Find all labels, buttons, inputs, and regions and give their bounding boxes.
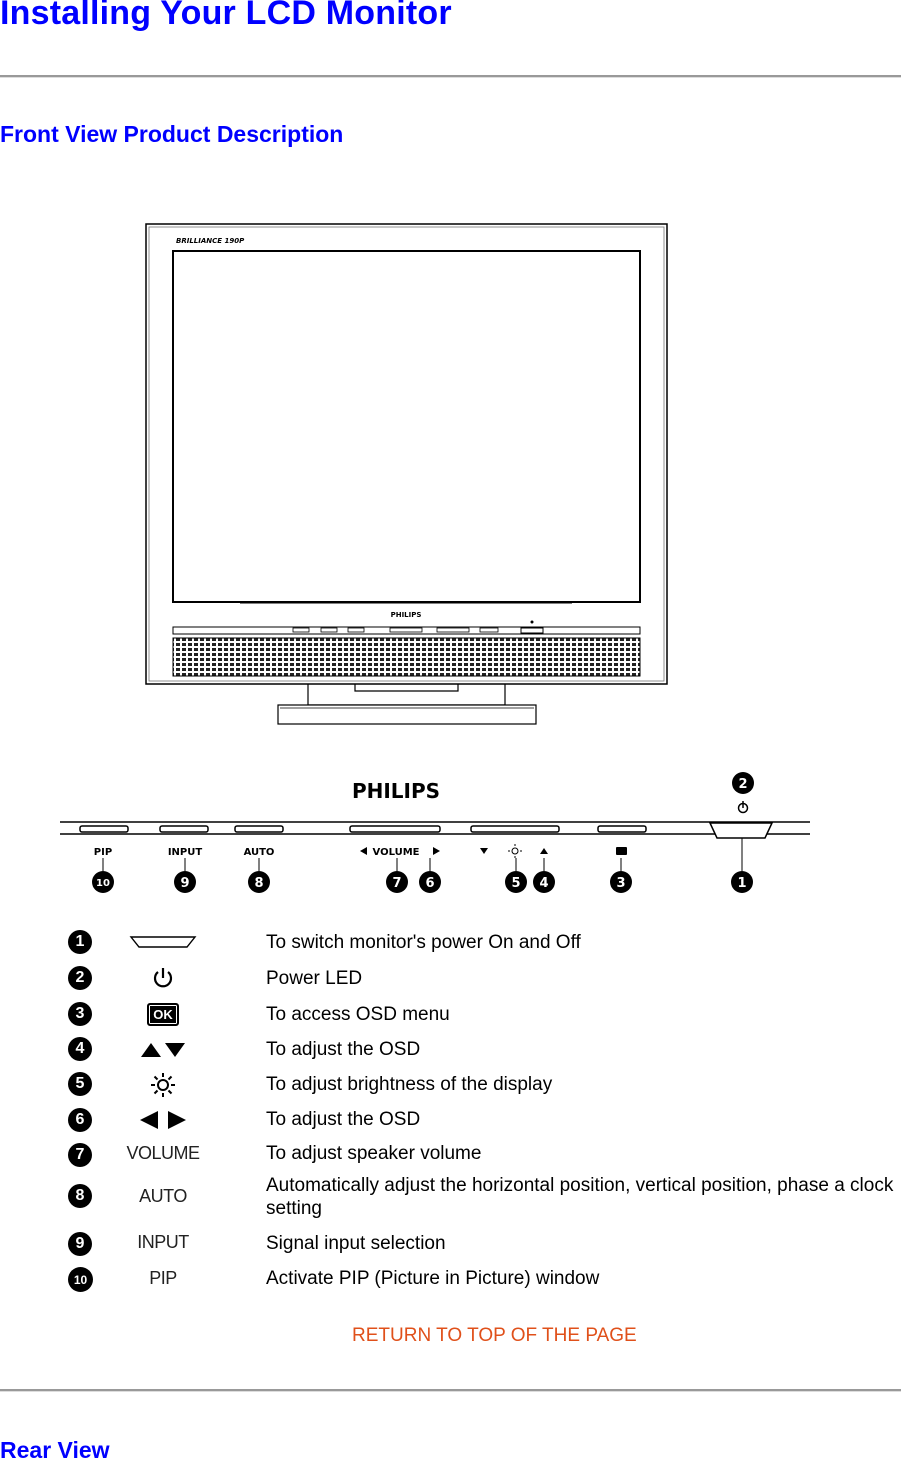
panel-brand: PHILIPS xyxy=(351,779,441,803)
brightness-button xyxy=(471,826,559,832)
number-badge: 4 xyxy=(68,1037,92,1061)
number-badge: 5 xyxy=(68,1072,92,1096)
divider xyxy=(0,1389,901,1392)
number-badge: 7 xyxy=(68,1143,92,1167)
control-description: To access OSD menu xyxy=(266,1004,450,1025)
number-badge: 6 xyxy=(68,1108,92,1132)
control-description: Activate PIP (Picture in Picture) window xyxy=(266,1268,600,1289)
auto-label: AUTO xyxy=(243,847,275,858)
control-description: To adjust the OSD xyxy=(266,1039,421,1060)
brightness-icon xyxy=(108,1071,218,1099)
left-right-arrows-icon xyxy=(108,1108,218,1132)
callout-2: 2 xyxy=(738,777,748,792)
auto-button xyxy=(235,826,283,832)
pip-label: PIP xyxy=(93,847,113,858)
number-badge: 8 xyxy=(68,1184,92,1208)
power-button-icon xyxy=(108,930,218,954)
power-button xyxy=(710,823,772,838)
number-badge: 10 xyxy=(68,1267,93,1292)
pip-button xyxy=(80,826,128,832)
callout-8: 8 xyxy=(254,876,264,891)
ok-icon: OK xyxy=(147,1003,179,1026)
right-arrow-icon xyxy=(433,847,440,855)
control-panel-illustration xyxy=(60,768,820,898)
down-arrow-icon xyxy=(480,848,488,854)
number-badge: 2 xyxy=(68,966,92,990)
control-description: To switch monitor's power On and Off xyxy=(266,932,581,953)
page-title: Installing Your LCD Monitor xyxy=(0,0,452,32)
up-down-arrows-icon xyxy=(108,1038,218,1062)
callout-5: 5 xyxy=(511,876,521,891)
control-description: To adjust the OSD xyxy=(266,1109,421,1130)
input-button xyxy=(160,826,208,832)
control-description: To adjust speaker volume xyxy=(266,1143,482,1164)
control-description: Signal input selection xyxy=(266,1233,446,1254)
callout-9: 9 xyxy=(180,876,190,891)
volume-label-icon: VOLUME xyxy=(126,1142,200,1163)
number-badge: 9 xyxy=(68,1232,92,1256)
monitor-front-illustration xyxy=(140,218,675,730)
rear-view-heading: Rear View xyxy=(0,1437,110,1463)
input-label: INPUT xyxy=(167,847,203,858)
ok-button xyxy=(598,826,646,832)
callout-3: 3 xyxy=(616,876,626,891)
volume-label: VOLUME xyxy=(372,847,420,858)
control-description: To adjust brightness of the display xyxy=(266,1074,553,1095)
callout-6: 6 xyxy=(425,876,435,891)
callout-4: 4 xyxy=(539,876,549,891)
callout-7: 7 xyxy=(392,876,402,891)
front-view-heading: Front View Product Description xyxy=(0,121,344,147)
control-description: Power LED xyxy=(266,968,363,989)
power-led-icon xyxy=(108,964,218,992)
control-description: Automatically adjust the horizontal position, vertical position, phase a clock setting xyxy=(266,1175,894,1219)
return-to-top-link[interactable]: RETURN TO TOP OF THE PAGE xyxy=(352,1325,637,1346)
up-arrow-icon xyxy=(540,848,548,854)
sun-icon xyxy=(508,844,522,858)
number-badge: 3 xyxy=(68,1002,92,1026)
ok-small-icon xyxy=(616,847,627,855)
model-logo: BRILLIANCE 190P xyxy=(176,237,245,245)
number-badge: 1 xyxy=(68,930,92,954)
auto-label-icon: AUTO xyxy=(139,1185,187,1206)
volume-button xyxy=(350,826,440,832)
callout-1: 1 xyxy=(737,876,747,891)
left-arrow-icon xyxy=(360,847,367,855)
callout-10: 10 xyxy=(96,878,110,889)
divider xyxy=(0,75,901,78)
pip-label-icon: PIP xyxy=(149,1267,177,1288)
input-label-icon: INPUT xyxy=(137,1231,189,1252)
monitor-brand: PHILIPS xyxy=(390,611,422,619)
